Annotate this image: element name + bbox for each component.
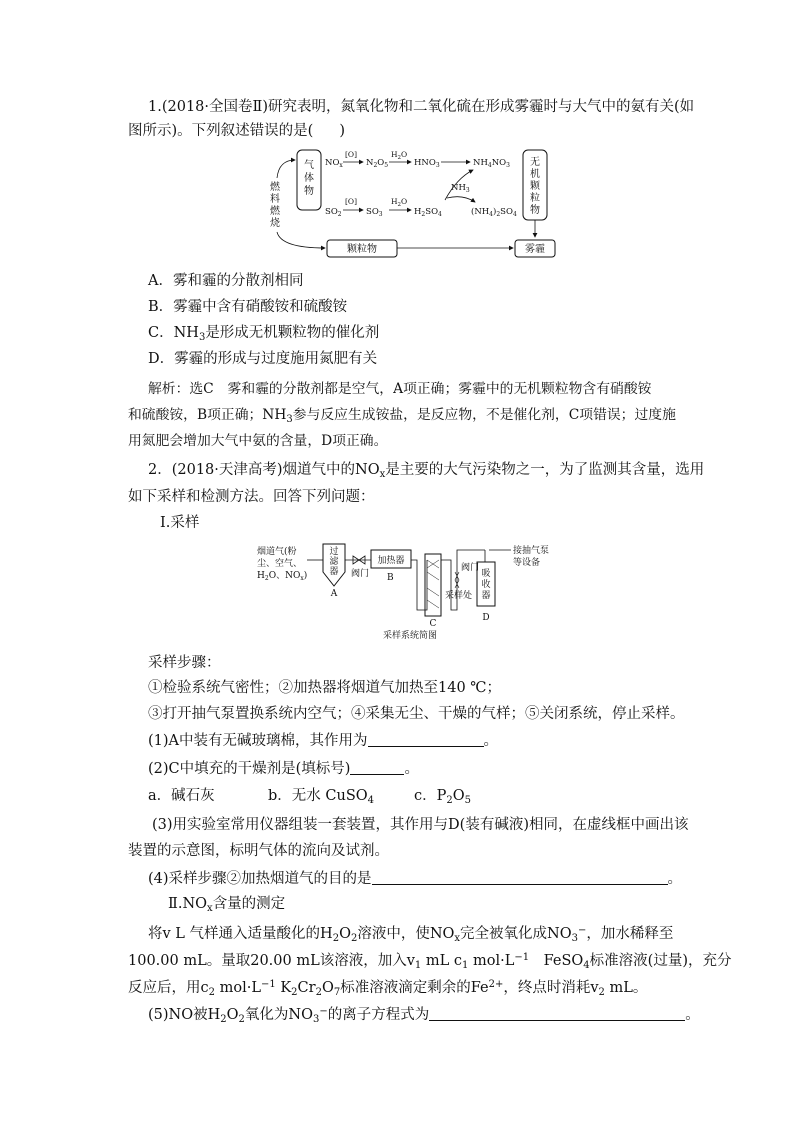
part2-para-line1: 将v L 气样通入适量酸化的$H_2O_2$溶液中，使$NO_x$完全被氧化成$NO_3^-$，加水稀释至	[148, 925, 674, 944]
q1-analysis-pre: 和硫酸铵，B项正确；NH	[128, 407, 287, 423]
subq-2-text: (2)C中填充的干燥剂是(填标号)	[148, 761, 351, 777]
part2-pre: Ⅱ.NO	[168, 896, 208, 912]
flue-gas-label-2: 尘、空气、	[257, 559, 303, 569]
subq-5: (5)NO被$H_2O_2$氧化为$NO_3^-$的离子方程式为 。	[148, 1006, 700, 1025]
q1-analysis-line1: 解析：选C 雾和霾的分散剂都是空气，A项正确；雾霾中的无机颗粒物含有硝酸铵	[148, 381, 652, 397]
q1-option-c-post: 是形成无机颗粒物的催化剂	[205, 325, 380, 341]
q1-analysis-sub: 3	[286, 414, 293, 425]
subq-3-line1: (3)用实验室常用仪器组装一套装置，其作用与D(装有碱液)相同，在虚线框中画出该	[152, 817, 689, 833]
label-b: B	[387, 573, 394, 583]
q1-analysis-post: 参与反应生成铵盐，是反应物，不是催化剂，C项错误；过度施	[292, 407, 676, 423]
q1-option-b[interactable]: B．雾霾中含有硝酸铵和硫酸铵	[148, 299, 348, 315]
so-row-nh42so4: $(NH_4)_2SO_4$	[471, 207, 517, 218]
no-row-n2o5: $N_2O_5$	[366, 158, 389, 169]
fuel-label-1: 燃	[270, 182, 280, 193]
fuel-label-2: 料	[270, 194, 280, 205]
filter-label-2: 滤	[329, 557, 339, 567]
q2-stem-post: 是主要的大气污染物之一，为了监测其含量，选用	[385, 462, 705, 478]
subq-4-blank[interactable]	[372, 870, 668, 885]
subq-5-end: 。	[685, 1007, 700, 1023]
subq-2-option-b[interactable]	[268, 786, 374, 811]
q1-stem-line1: 1.(2018·全国卷Ⅱ)研究表明，氮氧化物和二氧化硫在形成雾霾时与大气中的氨有关(如	[148, 99, 695, 115]
gas-label-2: 体	[304, 173, 314, 184]
subq-1-text: (1)A中装有无碱玻璃棉，其作用为	[148, 733, 368, 749]
haze-label: 雾霾	[525, 244, 545, 255]
filter-label-1: 过	[329, 547, 339, 557]
label-c: C	[429, 619, 437, 629]
q1-analysis-line3: 用氮肥会增加大气中氨的含量，D项正确。	[128, 433, 388, 449]
opt-c-sub1: 2	[446, 795, 453, 806]
no-row-nox: $NO_x$	[325, 158, 343, 169]
q2-sampling-diagram	[255, 540, 565, 648]
q1-option-c-sub: 3	[198, 332, 206, 343]
so-row-h2so4: $H_2SO_4$	[414, 207, 442, 218]
label-a: A	[330, 589, 338, 599]
inorganic-label-2: 机	[530, 169, 540, 180]
part2-post: 含量的测定	[212, 896, 286, 912]
subq-1-blank[interactable]	[368, 732, 484, 747]
flue-gas-label-3: $H_2O$、$NO_x$)	[257, 571, 308, 582]
subq-1	[148, 731, 498, 751]
q2-stem-sub: x	[379, 469, 386, 480]
steps-title: 采样步骤：	[148, 655, 221, 671]
inorganic-label-4: 粒	[530, 193, 540, 204]
q2-part1-heading: Ⅰ.采样	[160, 515, 200, 531]
part2-heading	[168, 894, 285, 919]
nh3-label: $NH_3$	[451, 183, 470, 194]
q2-stem-line2: 如下采样和检测方法。回答下列问题：	[128, 489, 375, 505]
inorganic-label-3: 颗	[530, 181, 540, 192]
fuel-label-3: 燃	[270, 206, 280, 217]
subq-2-option-c[interactable]	[414, 786, 471, 811]
absorber-label-1: 吸	[481, 569, 491, 579]
steps-line1: ①检验系统气密性；②加热器将烟道气加热至140 ℃；	[148, 680, 502, 696]
subq-5-blank[interactable]	[429, 1006, 685, 1021]
so-row-o: [O]	[345, 197, 358, 206]
part2-para-line2: 100.00 mL。量取20.00 mL该溶液，加入$v_1$ mL $c_1$ $mol\cdot L^{-1}$ FeSO$_4$标准溶液(过量)，充分	[128, 952, 732, 971]
fuel-to-particle-arrow	[277, 232, 325, 248]
diagram-caption: 采样系统简图	[382, 631, 438, 641]
so-row-h2o: $H_2O$	[391, 197, 408, 208]
q2-stem-pre: 2．(2018·天津高考)烟道气中的NO	[148, 462, 380, 478]
q1-option-c-pre: C．NH	[148, 325, 199, 341]
inorganic-label-1: 无	[530, 157, 540, 168]
q1-option-a[interactable]: A．雾和霾的分散剂相同	[148, 273, 304, 289]
filter-label-3: 器	[329, 567, 339, 577]
gas-label-3: 物	[304, 186, 314, 197]
sample-point-label: 采样处	[445, 591, 473, 601]
no-row-h2o: $H_2O$	[391, 150, 408, 161]
part2-para-line3: 反应后，用$c_2$ $mol\cdot L^{-1}$ $K_2Cr_2O_7$标准溶液滴定剩余的$Fe^{2+}$，终点时消耗$v_2$ mL。	[128, 979, 648, 998]
q2-stem-line1	[148, 460, 704, 485]
valve2-label: 阀门	[461, 563, 480, 573]
opt-c-sub2: 5	[464, 795, 472, 806]
pump-label-1: 接抽气泵	[513, 546, 550, 556]
part2-sub: x	[207, 903, 213, 914]
label-d: D	[482, 613, 490, 623]
fuel-to-gas-arrow	[277, 160, 295, 178]
no-row-hno3: $HNO_3$	[414, 158, 440, 169]
flue-gas-label-1: 烟道气(粉	[257, 547, 297, 557]
particle-label: 颗粒物	[347, 244, 377, 255]
inorganic-label-5: 物	[530, 205, 540, 216]
q1-stem-line2	[128, 121, 345, 141]
absorber-label-2: 收	[481, 580, 491, 590]
so-row-so3: $SO_3$	[366, 207, 383, 218]
fuel-label-4: 烧	[270, 218, 280, 229]
subq-2-option-a[interactable]: a．碱石灰	[148, 788, 215, 804]
q1-option-c[interactable]	[148, 323, 379, 348]
q1-haze-diagram	[265, 140, 565, 262]
steps-line2: ③打开抽气泵置换系统内空气；④采集无尘、干燥的气样；⑤关闭系统，停止采样。	[148, 706, 685, 722]
heater-label: 加热器	[377, 556, 405, 566]
opt-c-mid: O	[452, 788, 465, 804]
subq-4-text: (4)采样步骤②加热烟道气的目的是	[148, 871, 372, 887]
subq-2	[148, 759, 419, 779]
no-row-nh4no3: $NH_4NO_3$	[473, 158, 510, 169]
no-row-o: [O]	[345, 150, 358, 159]
subq-2-blank[interactable]	[350, 760, 404, 775]
so-row-so2: $SO_2$	[325, 207, 342, 218]
opt-c-pre: c．P	[414, 788, 447, 804]
gas-label: 气	[304, 160, 314, 171]
q1-option-d[interactable]: D．雾霾的形成与过度施用氮肥有关	[148, 351, 378, 367]
q1-analysis-line2	[128, 405, 676, 430]
absorber-label-3: 器	[481, 591, 491, 601]
valve1-label: 阀门	[351, 569, 370, 579]
pump-label-2: 等设备	[513, 558, 541, 568]
opt-b-pre: b．无水 CuSO	[268, 788, 368, 804]
subq-1-end: 。	[483, 733, 499, 749]
subq-3-line2: 装置的示意图，标明气体的流向及试剂。	[128, 843, 389, 859]
subq-2-end: 。	[404, 761, 419, 777]
q1-stem-text: 图所示)。下列叙述错误的是(	[128, 123, 314, 139]
opt-b-sub: 4	[367, 795, 375, 806]
subq-4-end: 。	[667, 871, 683, 887]
q1-stem-close: )	[339, 123, 345, 139]
subq-4	[148, 869, 682, 889]
